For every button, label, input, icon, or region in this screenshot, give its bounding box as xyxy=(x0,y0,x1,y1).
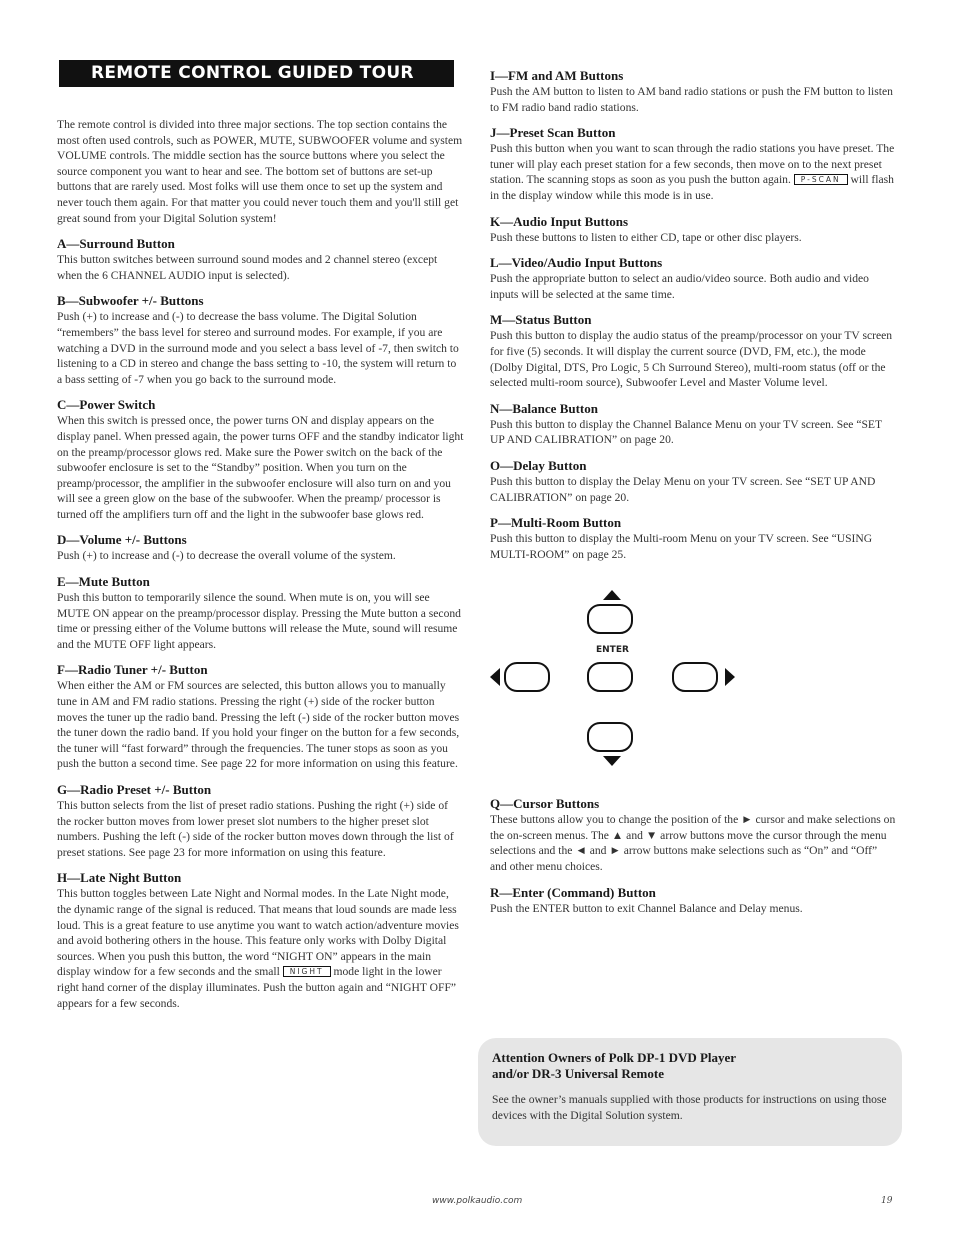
enter-button xyxy=(587,662,633,692)
footer-url: www.polkaudio.com xyxy=(432,1196,523,1206)
section-body: Push (+) to increase and (-) to decrease the overall volume of the system. xyxy=(57,549,396,563)
section-c xyxy=(57,397,464,522)
intro-paragraph xyxy=(57,117,464,226)
left-arrow-icon xyxy=(490,668,500,686)
section-body: Push the AM button to listen to AM band radio stations or push the FM button to listen to FM radio band radio stations. xyxy=(490,85,893,114)
down-button xyxy=(587,722,633,752)
section-heading: B—Subwoofer +/- Buttons xyxy=(57,293,204,309)
section-heading: K—Audio Input Buttons xyxy=(490,213,628,229)
body-text: mode light in the lower right hand corner of the display illuminates. Push the button again and “NIGHT OFF” appears for a few seconds. xyxy=(57,965,457,1010)
section-r xyxy=(490,885,896,917)
section-heading: R—Enter (Command) Button xyxy=(490,884,656,900)
body-text: will flash in the display window while this mode is in use. xyxy=(490,173,894,202)
right-arrow-icon xyxy=(725,668,735,686)
section-heading: O—Delay Button xyxy=(490,457,587,473)
section-heading: C—Power Switch xyxy=(57,397,156,413)
pscan-indicator: P-SCAN xyxy=(794,174,848,185)
cursor-buttons-diagram xyxy=(490,582,896,772)
page-title: REMOTE CONTROL GUIDED TOUR xyxy=(59,60,454,87)
left-button xyxy=(504,662,550,692)
section-j xyxy=(490,125,896,203)
section-heading: J—Preset Scan Button xyxy=(490,125,616,141)
section-heading: P—Multi-Room Button xyxy=(490,515,622,531)
section-body: Push these buttons to listen to either CD, tape or other disc players. xyxy=(490,230,802,244)
section-heading: L—Video/Audio Input Buttons xyxy=(490,255,663,271)
section-body xyxy=(490,141,896,203)
section-heading: D—Volume +/- Buttons xyxy=(57,532,187,548)
section-body xyxy=(57,886,464,1011)
night-indicator: NIGHT xyxy=(283,966,331,977)
section-heading: A—Surround Button xyxy=(57,236,175,252)
body-text: Push this button when you want to scan through the radio stations you have preset. The tuner will play each preset station for a few seconds, then move on to the next preset station. The scanning stops as soon as you push the button again. xyxy=(490,142,895,187)
section-f xyxy=(57,662,464,772)
section-d xyxy=(57,532,464,564)
section-body: This button switches between surround sound modes and 2 channel stereo (except when the 6 CHANNEL AUDIO input is selected). xyxy=(57,253,438,282)
section-g xyxy=(57,782,464,860)
attention-heading-line1: Attention Owners of Polk DP-1 DVD Player xyxy=(492,1050,737,1065)
section-body: Push the ENTER button to exit Channel Balance and Delay menus. xyxy=(490,901,803,915)
left-column xyxy=(57,60,464,1011)
section-body: Push (+) to increase and (-) to decrease the bass volume. The Digital Solution “remembers” the bass level for stereo and surround modes. For example, if you are watching a DVD in the surround mode and you select a bass level of -7, then switch to listening to a CD in stereo and change the bass setting to -10, the system will return to a bass setting of -7 when you go back to the surround mode. xyxy=(57,310,459,386)
section-body: Push this button to display the Multi-room Menu on your TV screen. See “USING MULTI-ROOM” on page 25. xyxy=(490,532,873,561)
body-text: This button toggles between Late Night and Normal modes. In the Late Night mode, the dynamic range of the signal is reduced. That means that loud sounds are made less loud. This is a great feature to use anytime you want to watch action/adventure movies and avoid bothering others in the house. This feature only works with Dolby Digital sources. When you push this button, the word “NIGHT ON” appears in the main display window for a few seconds and the small xyxy=(57,887,459,979)
section-heading: N—Balance Button xyxy=(490,400,598,416)
section-body: These buttons allow you to change the position of the ► cursor and make selections on the on-screen menus. The ▲ and ▼ arrow buttons move the cursor through the menu selections and the ◄ and ► arrow buttons make selections such as “On” and “Off” and other menu choices. xyxy=(490,813,896,874)
section-e xyxy=(57,574,464,652)
section-body: When this switch is pressed once, the power turns ON and display appears on the display panel. When pressed again, the power turns OFF and the standby indicator light on the preamp/processor glows red. Make sure the Power switch on the back of the subwoofer enclosure is set to the “Standby” position. When you turn on the preamp/processor, the amplifier in the subwoofer enclosure will also turn on and you will see a green glow on the base of the subwoofer. When the preamp/ processor is turned off the amplifiers turn off and the light in the subwoofer base glows red. xyxy=(57,414,464,521)
up-arrow-icon xyxy=(603,590,621,600)
attention-body: See the owner’s manuals supplied with those products for instructions on using those devices with the Digital Solution system. xyxy=(492,1093,887,1122)
down-arrow-icon xyxy=(603,756,621,766)
section-body: Push this button to display the Delay Menu on your TV screen. See “SET UP AND CALIBRATION” on page 20. xyxy=(490,474,876,504)
right-button xyxy=(672,662,718,692)
section-body: Push the appropriate button to select an audio/video source. Both audio and video inputs will be selected at the same time. xyxy=(490,272,869,301)
section-body: When either the AM or FM sources are selected, this button allows you to manually tune in AM and FM radio stations. Pressing the right (+) side of the rocker button moves the tuner up the radio band. Pressing the left (-) side of the rocker button moves the tuner down the radio band. If you hold your finger on the button for a few seconds, the tuner will “fast forward” through the frequencies. The tuner stops as soon as you push the button a second time. See page 22 for more information on using this feature. xyxy=(57,679,460,771)
section-i xyxy=(490,68,896,115)
page-number: 19 xyxy=(881,1196,893,1206)
section-heading: I—FM and AM Buttons xyxy=(490,68,624,83)
section-h xyxy=(57,870,464,1011)
section-q xyxy=(490,796,896,874)
section-heading: E—Mute Button xyxy=(57,574,150,590)
section-n xyxy=(490,401,896,448)
section-m xyxy=(490,312,896,390)
enter-label: ENTER xyxy=(596,645,629,656)
section-p xyxy=(490,515,896,562)
section-heading: F—Radio Tuner +/- Button xyxy=(57,662,208,678)
section-body: Push this button to display the audio status of the preamp/processor on your TV screen for five (5) seconds. It will display the current source (DVD, FM, etc.), the mode (Dolby Digital, DTS, Pro Logic, 5 Ch Surround Stereo), multi-room status (off or the selected multi-room source), Subwoofer Level and Master Volume level. xyxy=(490,329,893,390)
section-body: Push this button to display the Channel Balance Menu on your TV screen. See “SET UP AND CALIBRATION” on page 20. xyxy=(490,417,882,447)
up-button xyxy=(587,604,633,634)
section-body: Push this button to temporarily silence the sound. When mute is on, you will see MUTE ON appear on the preamp/processor display. Pressing the Mute button a second time or pressing either of the Volume buttons will release the Mute, sound will resume and the MUTE OFF light appears. xyxy=(57,591,461,651)
section-heading: Q—Cursor Buttons xyxy=(490,796,600,812)
section-b xyxy=(57,293,464,387)
right-column xyxy=(490,58,896,916)
section-a xyxy=(57,236,464,283)
section-l xyxy=(490,255,896,302)
section-heading: G—Radio Preset +/- Button xyxy=(57,782,212,797)
section-heading: H—Late Night Button xyxy=(57,870,182,886)
section-k xyxy=(490,214,896,246)
section-o xyxy=(490,458,896,505)
attention-box xyxy=(478,1038,902,1146)
intro-text: The remote control is divided into three major sections. The top section contains the most often used controls, such as POWER, MUTE, SUBWOOFER volume and system VOLUME controls. The middle section has the source buttons where you select the source component you want to hear and see. The bottom set of buttons are set-up buttons that are rarely used. Most folks will use them once to set up the system and never touch them again. For that matter you could never touch them and you'll still get great sound from your Digital Solution system! xyxy=(57,118,463,225)
attention-heading-line2: and/or DR-3 Universal Remote xyxy=(492,1066,664,1081)
section-body: This button selects from the list of preset radio stations. Pushing the right (+) side of the rocker button moves from lower preset slot numbers to the higher preset slot numbers. Pushing the left (-) side of the rocker button moves down through the list of preset stations. See page 23 for more information on using this feature. xyxy=(57,799,454,859)
section-heading: M—Status Button xyxy=(490,312,592,328)
attention-heading xyxy=(492,1050,888,1082)
